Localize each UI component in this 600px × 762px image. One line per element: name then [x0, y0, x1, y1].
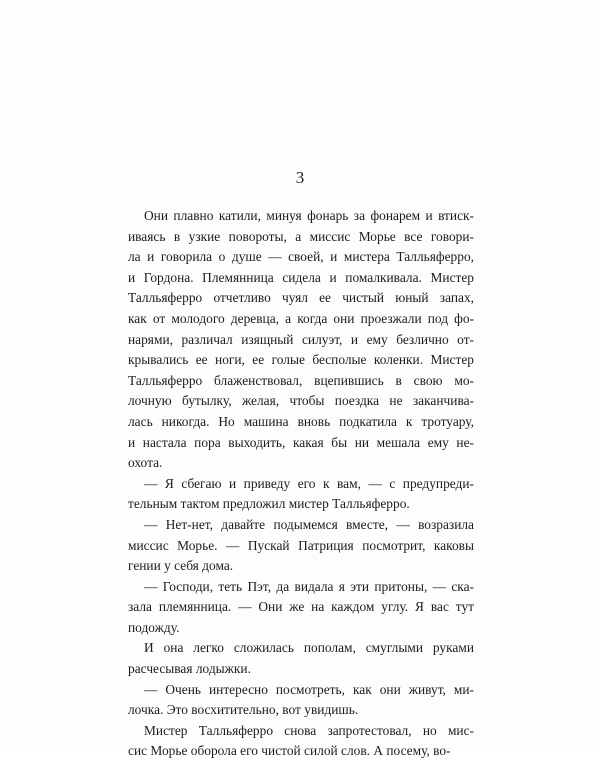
body-text — [128, 206, 474, 762]
text-line: расчесывая лодыжки. — [128, 661, 251, 677]
text-line: нарями, различал изящный силуэт, и ему безлично от- — [128, 331, 474, 347]
text-line: Талльяферро отчетливо чуял ее чистый юный запах, — [128, 290, 474, 306]
chapter-number: 3 — [295, 168, 305, 187]
text-line: лочную бутылку, желая, чтобы поездка не заканчива- — [128, 393, 474, 409]
text-line: подожду. — [128, 619, 180, 635]
text-line: Они плавно катили, минуя фонарь за фонарем и втиск- — [144, 208, 474, 223]
text-line: как от молодого деревца, а когда они проезжали под фо- — [128, 310, 474, 326]
text-line: зала племянница. — Они же на каждом углу. Я вас тут — [128, 599, 474, 615]
text-line: гении у себя дома. — [128, 558, 234, 574]
text-line: лочка. Это восхитительно, вот увидишь. — [128, 702, 359, 718]
text-line: — Очень интересно посмотреть, как они живут, ми- — [144, 681, 474, 697]
text-line: и Гордона. Племянница сидела и помалкивала. Мистер — [128, 269, 474, 285]
text-line: тельным тактом предложил мистер Талльяферро. — [128, 496, 410, 512]
text-line: миссис Морье. — Пускай Патриция посмотрит, каковы — [128, 537, 474, 553]
text-line: — Господи, теть Пэт, да видала я эти притоны, — ска- — [144, 578, 474, 594]
text-line: Мистер Талльяферро снова запротестовал, но мис- — [144, 722, 474, 738]
text-line: — Я сбегаю и приведу его к вам, — с предупреди- — [144, 475, 474, 491]
text-line: сис Морье оборола его чистой силой слов. А посему, во- — [128, 743, 451, 759]
text-line: — Нет-нет, давайте подымемся вместе, — возразила — [144, 516, 474, 532]
text-line: ла и говорила о душе — своей, и мистера Талльяферро, — [128, 249, 474, 265]
text-line: лась никогда. Но машина вновь подкатила к тротуару, — [128, 413, 474, 429]
text-line: и настала пора выходить, какая бы ни мешала ему не- — [128, 434, 474, 450]
text-line: И она легко сложилась пополам, смуглыми руками — [144, 640, 474, 656]
text-line: иваясь в узкие повороты, а миссис Морье все говори- — [128, 228, 474, 244]
text-line: крывались ее ноги, ее голые бесполые коленки. Мистер — [128, 352, 474, 368]
text-line: Талльяферро блаженствовал, вцепившись в свою мо- — [128, 372, 474, 388]
text-line: охота. — [128, 455, 163, 471]
